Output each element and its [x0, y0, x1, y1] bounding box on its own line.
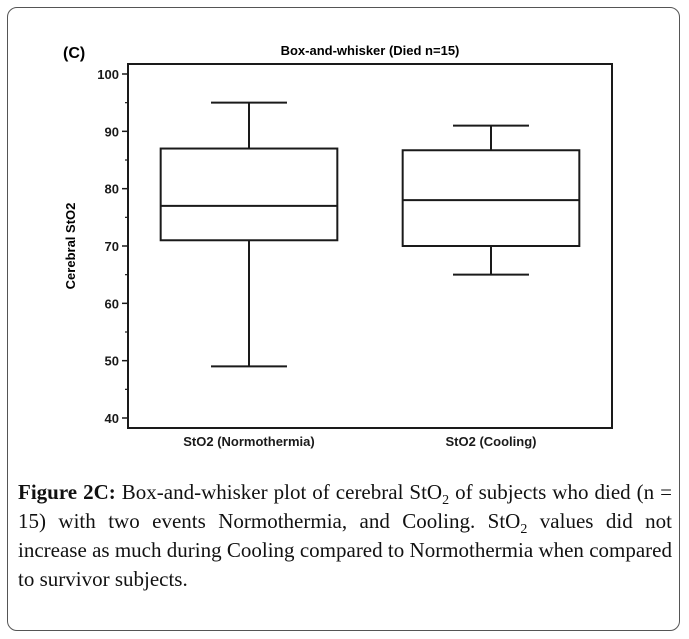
figure-caption: [18, 478, 672, 594]
iqr-box: [403, 150, 580, 246]
y-tick-label: 50: [104, 353, 119, 369]
y-axis: [97, 67, 128, 426]
y-tick-label: 40: [104, 411, 119, 426]
caption-text-2: of subjects who died (n = 15) with two events Normothermia, and Cooling. StO: [18, 480, 673, 533]
y-axis-label: Cerebral StO2: [63, 202, 78, 290]
y-tick-label: 60: [104, 296, 119, 312]
caption-label: Figure 2C:: [18, 480, 116, 504]
x-category-label: StO2 (Cooling): [445, 434, 537, 449]
y-tick-label: 90: [104, 124, 119, 140]
y-tick-label: 100: [97, 67, 119, 82]
boxes: [161, 103, 580, 367]
iqr-box: [161, 149, 338, 241]
chart-title: Box-and-whisker (Died n=15): [280, 43, 460, 58]
caption-text-3: values did not increase as much during Cooling compared to Normothermia when compared to survivor subjects.: [18, 509, 672, 591]
y-tick-label: 70: [104, 239, 119, 254]
x-category-label: StO2 (Normothermia): [183, 434, 315, 449]
box-2: [403, 126, 580, 275]
caption-subscript-1: 2: [442, 493, 450, 509]
caption-subscript-2: 2: [520, 522, 528, 538]
box-1: [161, 103, 338, 367]
x-axis-labels: [183, 434, 536, 449]
y-tick-label: 80: [104, 181, 119, 197]
panel-label: (C): [63, 45, 86, 62]
caption-text-1: Box-and-whisker plot of cerebral StO: [115, 480, 443, 504]
